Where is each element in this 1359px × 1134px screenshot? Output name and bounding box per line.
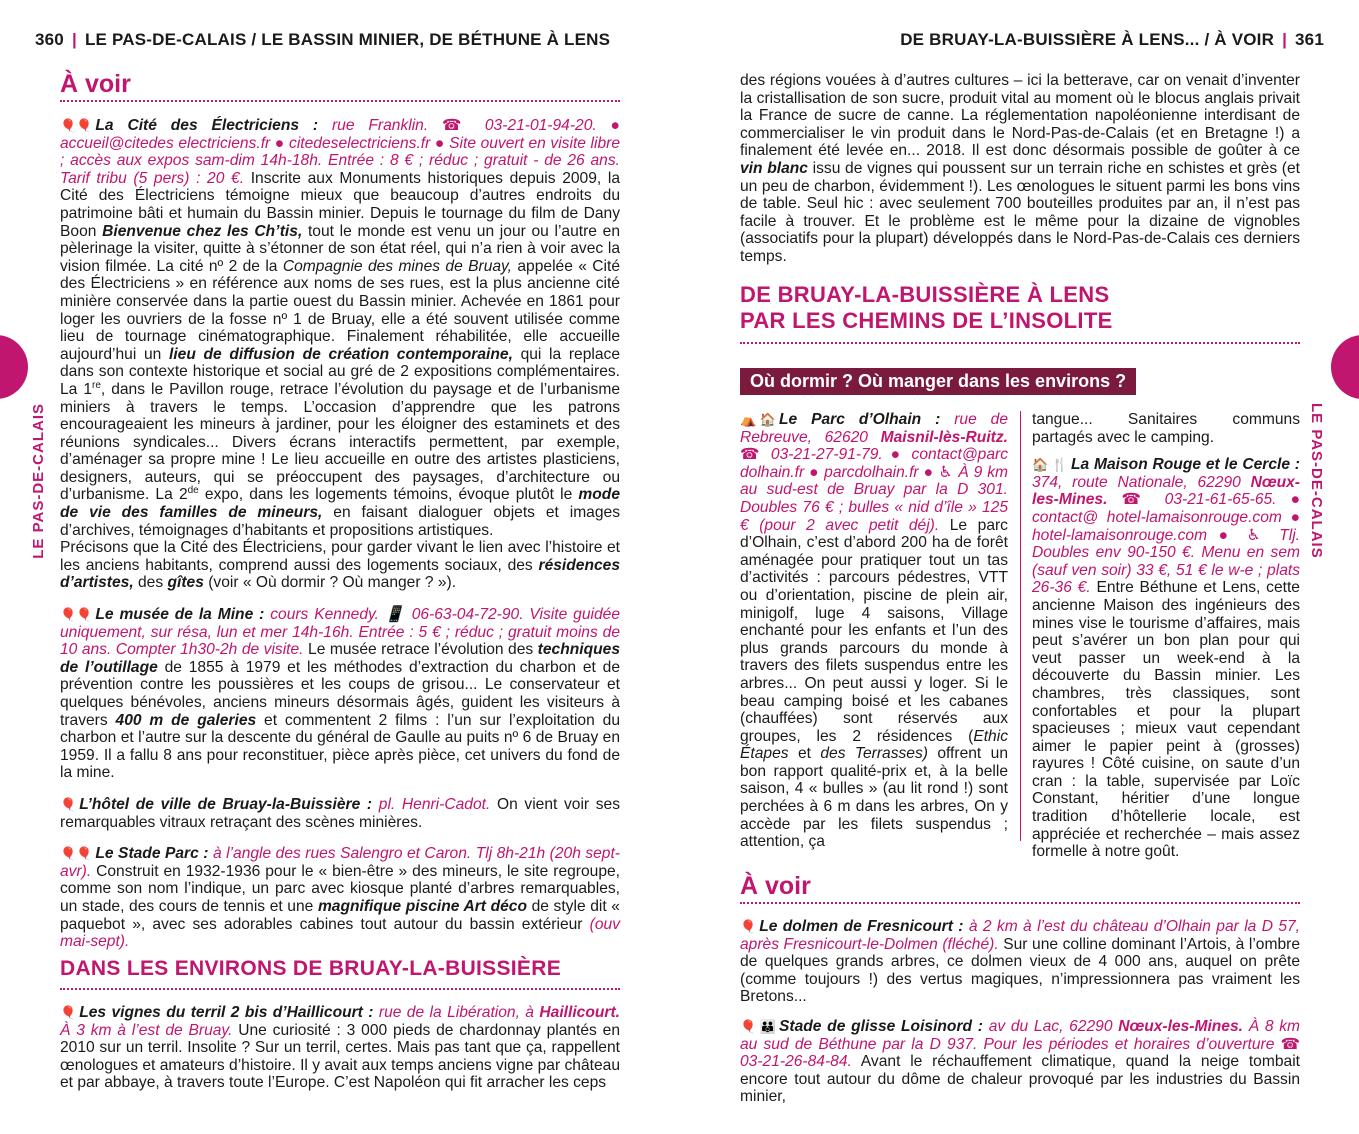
entry-info: à l’angle des rues Salengro et Caron. Tlj 8h-21h (20h sept-avr).	[60, 845, 620, 880]
text: Entre Béthune et Lens, cette ancienne Maison des ingénieurs des mines vise le tourisme d’affaires, mais peut s’avérer un bon plan pour qui veut passer un week-end à la découverte du Bassin minier. Les chambres, très classiques, sont confortables et pour la plupart spacieuses ; mieux vaut cependant aimer le papier peint à (grosses) rayures ! Côté cuisine, on saute d’un cran : la table, supervisée par Loïc Constant, héritier d’une longue tradition d’hôtellerie locale, est appréciée et recherchée – mais assez formelle à notre goût.	[1032, 579, 1300, 861]
text: issu de vignes qui poussent sur un terrain riche en schistes et grès (et un peu de charbon, évidemment !). Les œnologues le situent parmi les bons vins de table. Seul hic : avec seulement 700 bouteilles produites par an, il n’est pas facile à trouver. Et le problème est le même pour la dizaine de vignobles (associatifs pour la plupart) développés dans le Nord-Pas-de-Calais ces derniers temps.	[740, 159, 1301, 265]
entry-info-bold: Nœux-les-Mines.	[1118, 1017, 1243, 1035]
entry-name: Le Parc d’Olhain :	[779, 411, 941, 428]
family-icon: 🎈 👪	[740, 1018, 776, 1034]
right-column-top	[740, 72, 1300, 276]
text: tout le monde est venu un jour ou l’autre en pèlerinage la visiter, quitte à s’étonner de son état réel, qui n’a rien à voir avec la vision filmée. La cité nº 2 de la	[60, 222, 620, 275]
insolite-heading-line-2: PAR LES CHEMINS DE L’INSOLITE	[740, 308, 1113, 333]
bold-text: magnifique piscine Art déco	[317, 897, 527, 915]
vignes-continuation	[740, 72, 1300, 266]
page-number-left: 360	[35, 30, 64, 49]
entry-stade	[60, 845, 620, 951]
bold-text: résidences d’artistes,	[60, 556, 620, 592]
right-running-title: DE BRUAY-LA-BUISSIÈRE À LENS... / À VOIR	[900, 30, 1275, 49]
entry-maison	[1032, 456, 1300, 861]
superscript: re	[92, 379, 101, 391]
text: des	[133, 574, 168, 592]
bold-text: gîtes	[167, 574, 204, 592]
entry-name: L’hôtel de ville de Bruay-la-Buissière :	[79, 795, 373, 813]
entry-name: La Cité des Électriciens :	[95, 117, 319, 134]
text: , dans le Pavillon rouge, retrace l’évolution du paysage et de l’urbanisme miniers à travers le temps. L’occasion d’apprendre que les patrons encourageaient les mineurs à jardiner, pour les éloigner des estaminets et des réunions syndicales... Divers écrans interactifs permettent, par exemple, d’aménager sa propre mine ! Le lieu accueille en outre des artistes plasticiens, designers, auteurs, qui se préoccupent des paysages, d’architecture ou d’urbanisme. La 2	[60, 380, 620, 504]
left-column-bottom	[60, 1004, 620, 1102]
right-avoir-heading: À voir	[740, 872, 811, 900]
text: Une curiosité : 3 000 pieds de chardonnay plantés en 2010 sur un terril. Insolite ? Sur un terril, certes. Mais pas tant que ça, rappellent œnologues et amateurs d’histoire. Il y avait aux temps anciens vigne par château et par abbaye, à travers toute l’Europe. C’est Napoléon qui fit arracher les ceps	[60, 1021, 621, 1092]
text: de 1855 à 1979 et les méthodes d’extraction du charbon et de prévention contre les poussières et les coups de grisou... Le conservateur et quelques bénévoles, anciens mineurs désormais âgés, guident les visiteurs à travers	[60, 658, 620, 729]
bold-text: vin blanc	[740, 159, 808, 177]
entry-dolmen	[740, 918, 1300, 1006]
text: Sur une colline dominant l’Artois, à l’ombre de quelques grands arbres, ce dolmen vieux de 4 000 ans, auquel on prête (comme toujours !) des vertus magiques, n’impressionnera pas vraiment les Bretons...	[740, 935, 1301, 1006]
entry-info: rue de la Libération, à	[378, 1004, 540, 1021]
text: et	[788, 745, 821, 763]
italic-text: Compagnie des mines de Bruay,	[282, 257, 513, 275]
right-running-head: DE BRUAY-LA-BUISSIÈRE À LENS... / À VOIR | 361	[900, 30, 1324, 49]
left-side-tab	[0, 335, 28, 399]
text: Avant le réchauffement climatique, quand la neige tombait encore tout autour du dôme de chaleur provoqué par les industries du Bassin minier,	[740, 1053, 1300, 1106]
right-col-a	[740, 411, 1008, 861]
environs-heading: DANS LES ENVIRONS DE BRUAY-LA-BUISSIÈRE	[60, 957, 561, 980]
entry-hotel	[60, 796, 620, 831]
italic-text: des Terrasses)	[820, 745, 928, 763]
sight-icon: 🎈	[60, 796, 77, 812]
entry-info: À 3 km à l’est de Bruay.	[60, 1021, 233, 1039]
italic-text: Ethic Étapes	[740, 727, 1008, 763]
text: Précisons que la Cité des Électriciens, pour garder vivant le lien avec l’histoire et les anciens habitants, comprend aussi des logements sociaux, des	[60, 539, 620, 574]
entry-glisse	[740, 1018, 1300, 1106]
entry-info: ☎ 03-21-27-91-79. ● contact@parc dolhain.fr ● parcdolhain.fr ● ♿ À 9 km au sud-est de Bruay par la D 301. Doubles 76 € ; bulles « nid d’île » 125 € (pour 2 avec petit déj).	[740, 446, 1008, 534]
entry-name: Le Stade Parc :	[95, 845, 209, 863]
text: Construit en 1932-1936 pour le « bien-être » des mineurs, le site regroupe, comme son nom l’indique, un parc avec kiosque planté d’arbres remarquables, un stade, des cours de tennis et une	[60, 862, 620, 915]
left-running-head: 360 | LE PAS-DE-CALAIS / LE BASSIN MINIER, DE BÉTHUNE À LENS	[35, 30, 611, 49]
entry-info-bold: Haillicourt.	[539, 1004, 620, 1021]
entry-info: av du Lac, 62290	[988, 1017, 1119, 1035]
entry-olhain	[740, 411, 1008, 851]
text: Le musée retrace l’évolution des	[303, 641, 538, 659]
bold-text: lieu de diffusion de création contemporaine,	[168, 345, 513, 363]
text: de style dit « paquebot », avec ses adorables cabines tout autour du bassin extérieur	[60, 897, 620, 933]
entry-cite	[60, 117, 620, 592]
camping-icon: ⛺ 🏠	[740, 412, 776, 427]
left-side-label: LE PAS-DE-CALAIS	[30, 403, 47, 559]
bold-text: mode de vie des familles de mineurs,	[60, 486, 620, 522]
sight-icon: 🎈	[740, 919, 757, 934]
text: qui la replace dans son contexte historique et social au gré de 2 expositions complémentaires. La 1	[60, 345, 621, 398]
insolite-rule	[740, 342, 1300, 344]
text: Inscrite aux Monuments historiques depuis 2009, la Cité des Électriciens témoigne mieux que beaucoup d’autres endroits du patrimoine bâti et humain du Bassin minier. Depuis le tournage du film de Dany Boon	[60, 169, 620, 240]
entry-info: À 8 km au sud de Béthune par la D 937. Pour les périodes et horaires d’ouverture ☎ 03-21-26-84-84.	[740, 1017, 1300, 1071]
entry-info: 374, route Nationale, 62290	[1032, 473, 1251, 491]
insolite-heading	[740, 282, 1113, 334]
olhain-continuation: tangue... Sanitaires communs partagés avec le camping.	[1032, 411, 1300, 446]
entry-vignes	[60, 1004, 620, 1092]
sight-icon: 🎈🎈	[60, 118, 93, 133]
right-avoir-rule	[740, 902, 1300, 904]
entry-info: (ouv mai-sept).	[60, 915, 620, 951]
entry-info: ☎ 03-21-61-65-65. ● contact@ hotel-lamaisonrouge.com ● hotel-lamaisonrouge.com ● ♿ Tlj. Doubles env 90-150 €. Menu en sem (sauf ven soir) 33 €, 51 € le w-e ; plats 26-36 €.	[1032, 491, 1300, 597]
entry-info: rue de Rebreuve, 62620	[740, 411, 1008, 446]
left-column	[60, 117, 620, 961]
text: offrent un bon rapport qualité-prix et, à la belle saison, 4 « bulles » (au lit rond !) sont perchées à 6 m dans les arbres, On y accède par les filets suspendus ; attention, ça	[740, 745, 1008, 851]
text: appelée « Cité des Électriciens » en référence aux noms de ses rues, est la plus ancienne cité minière conservée dans la partie ouest du Bassin minier. Achevée en 1861 pour loger les ouvriers de la fosse nº 1 de Bruay, elle a été souvent utilisée comme lieu de tournage cinématographique. Finalement réhabilitée, elle accueille aujourd’hui un	[60, 257, 620, 363]
bold-text: 400 m de galeries	[115, 711, 257, 729]
entry-name: La Maison Rouge et le Cercle :	[1071, 456, 1300, 474]
right-side-tab	[1331, 335, 1359, 399]
column-divider	[1020, 411, 1021, 841]
sight-icon: 🎈🎈	[60, 607, 93, 623]
text: expo, dans les logements témoins, évoque plutôt le	[198, 486, 579, 504]
entry-info: à 2 km à l’est du château d’Olhain par la D 57, après Fresnicourt-le-Dolmen (fléché).	[740, 918, 1300, 953]
dormir-band: Où dormir ? Où manger dans les environs ?	[740, 368, 1136, 395]
text: Le parc d’Olhain, c’est d’abord 200 ha de forêt aménagée pour pratiquer tout un tas d’activités : parcours pédestres, VTT ou d’orientation, piscine de plein air, minigolf, luge 4 saisons, Village enchanté pour les enfants et l’un des plus grands parcours du monde à travers des filets suspendus entre les arbres... On peut aussi y loger. Si le beau camping boisé et les cabanes (chauffées) sont réservés aux groupes, les 2 résidences (	[740, 516, 1008, 745]
entry-info: rue Franklin. ☎ 03-21-01-94-20. ● accueil@citedes electriciens.fr ● citedeselectriciens.fr ● Site ouvert en visite libre ; accès aux expos sam-dim 14h-18h. Entrée : 8 € ; réduc ; gratuit - de 26 ans. Tarif tribu (5 pers) : 20 €.	[60, 117, 620, 187]
sight-icon: 🎈	[60, 1005, 77, 1020]
entry-name: Stade de glisse Loisinord :	[779, 1017, 983, 1035]
right-side-label: LE PAS-DE-CALAIS	[1308, 403, 1325, 559]
page-number-right: 361	[1295, 30, 1324, 49]
entry-info-bold: Nœux-les-Mines.	[1032, 473, 1300, 509]
hotel-restaurant-icon: 🏠 🍴	[1032, 457, 1068, 473]
entry-info-bold: Maisnil-lès-Ruitz.	[880, 428, 1008, 446]
environs-rule	[60, 988, 620, 990]
entry-name: Le musée de la Mine :	[95, 606, 265, 624]
entry-name: Les vignes du terril 2 bis d’Haillicourt :	[79, 1004, 374, 1021]
right-page	[680, 0, 1359, 1134]
entry-name: Le dolmen de Fresnicourt :	[759, 918, 964, 935]
left-avoir-rule	[60, 100, 620, 102]
bold-text: techniques de l’outillage	[60, 641, 620, 676]
left-running-title: LE PAS-DE-CALAIS / LE BASSIN MINIER, DE BÉTHUNE À LENS	[84, 30, 611, 49]
right-col-b	[1032, 411, 1300, 871]
sight-icon: 🎈🎈	[60, 846, 93, 862]
text: des régions vouées à d’autres cultures – ici la betterave, car on venait d’inventer la cristallisation de son sucre, produit vital au moment où le blocus anglais privait la France de sucre de canne. La réglementation napoléonienne interdisant de commercialiser le vin produit dans le Nord-Pas-de-Calais (et en Bretagne !) a finalement été levée en... 2018. Il est donc désormais possible de goûter à ce	[740, 72, 1300, 160]
entry-info: pl. Henri-Cadot.	[378, 795, 491, 813]
entry-musee	[60, 606, 620, 782]
text: On vient voir ses remarquables vitraux retraçant des scènes minières.	[60, 795, 621, 831]
right-column-bottom	[740, 918, 1300, 1116]
entry-info: cours Kennedy. 📱 06-63-04-72-90. Visite guidée uniquement, sur résa, lun et mer 14h-16h. Entrée : 5 € ; réduc ; gratuit moins de 10 ans. Compter 1h30-2h de visite.	[60, 606, 620, 659]
text: (voir « Où dormir ? Où manger ? »).	[203, 574, 457, 592]
text: et commentent 2 films : l’un sur l’exploitation du charbon et l’autre sur la descente du général de Gaulle au puits nº 6 de Bruay en 1959. Il a fallu 8 ans pour reconstituer, pièce après pièce, cet univers du fond de la mine.	[60, 711, 620, 782]
superscript: de	[187, 485, 199, 497]
bold-text: Bienvenue chez les Ch’tis,	[102, 222, 303, 240]
text: en faisant dialoguer objets et images d’archives, témoignages d’habitants et propositions artistiques.	[60, 504, 620, 539]
left-avoir-heading: À voir	[60, 70, 131, 98]
insolite-heading-line-1: DE BRUAY-LA-BUISSIÈRE À LENS	[740, 282, 1110, 307]
